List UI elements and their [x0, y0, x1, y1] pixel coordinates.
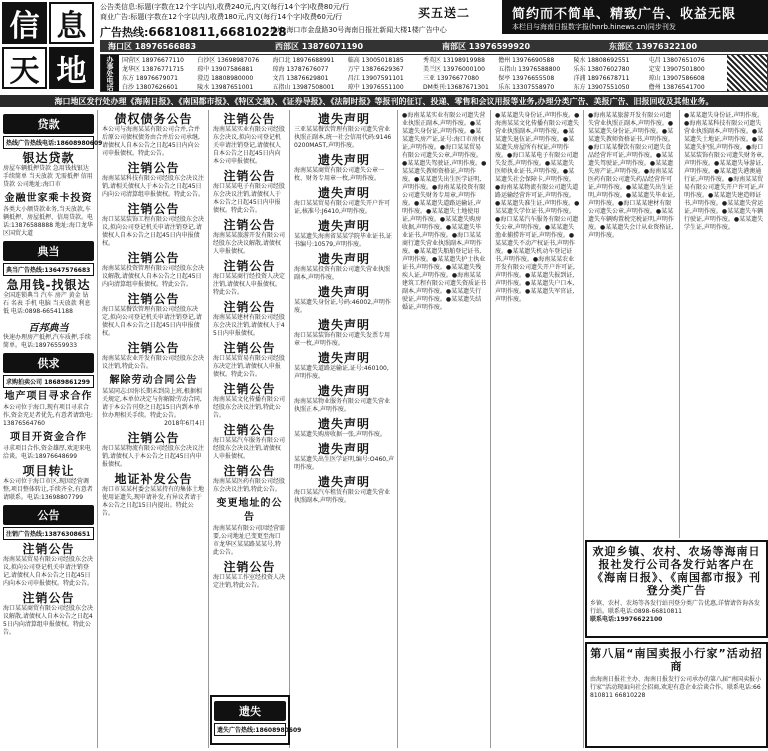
address: 地址:海口市金盘路30号海南日报社新闻大楼1楼广告中心 [270, 26, 447, 34]
notice-title: 注销公告 [22, 591, 75, 605]
directory-label: 办事处电话 [101, 55, 119, 91]
directory-entry: 龙华区 13876771715 [122, 66, 184, 73]
notice-item [213, 259, 286, 297]
ad-branch-text: 乡镇、农村、农场等各发行站刊登分类广告优惠,详情请咨询各发行站。联系电话:0898-66810811 [590, 600, 760, 615]
ad-item [3, 431, 94, 461]
directory-entry: 白沙区 13698987076 [197, 57, 260, 64]
section-loan: 贷款 [3, 114, 94, 134]
notice-text: 海南某某农业开发有限公司经股东会决议注销,特此公告。 [102, 355, 205, 370]
notice-title: 注销公告 [223, 112, 276, 126]
masthead [0, 0, 768, 95]
lost-item [294, 252, 394, 282]
ad-title: 地产项目寻求合作 [4, 391, 93, 402]
lost-item [294, 384, 394, 414]
directory-entry: 临高 13005018185 [347, 57, 404, 64]
directory-entry: 文昌 13876629801 [272, 75, 329, 82]
directory-entry: 澄迈 18808980000 [197, 75, 254, 82]
pawn-hotline: 典当广告热线:13647576683 [3, 263, 94, 276]
notice-item [102, 292, 205, 338]
lost-item [294, 442, 394, 472]
ad-event-text: 由海南日报社主办、海南日报发行公司承办的第八届“南国卖报小行家”活动现面向社会招商,欢迎有意企业洽谈合作。联系电话:66810811 66810228 [590, 676, 762, 699]
notice-item [3, 542, 94, 588]
notice-item [3, 591, 94, 637]
notice-item [213, 341, 286, 379]
notice-title: 解除劳动合同公告 [109, 375, 198, 386]
notice-title: 注销公告 [223, 218, 276, 232]
notice-text: 海南某某投资管理有限公司经股东会决议解散,请债权人自本公告之日起45日内向清算组申报债权。特此公告。 [102, 265, 205, 288]
column-classified [0, 110, 103, 748]
notice-title: 注销公告 [127, 251, 180, 265]
notice-item [213, 560, 286, 590]
directory-entry: 儋州 13876541700 [648, 84, 705, 91]
notice-item [213, 112, 286, 166]
column-notices-b [210, 110, 290, 748]
notice-text: 海口某某餐饮管理有限公司经股东决定,拟向公司登记机关申请注销登记,请债权人自本公告之日起45日内申报债权。 [102, 306, 202, 337]
notice-title: 注销公告 [127, 292, 180, 306]
directory-entry: 琼山 13907586608 [648, 75, 705, 82]
lost-item [294, 475, 394, 505]
notice-title: 注销公告 [223, 300, 276, 314]
lost-item [294, 417, 394, 439]
directory-entry: 陵水 13987651001 [197, 84, 254, 91]
directory-entry: 五指山 13976588800 [498, 66, 561, 73]
lost-title: 遗失声明 [317, 219, 370, 233]
price-line-1: 公告类信息:标题(字数在12个字以内),收费240元,内文(每行14个字)收费80元/行 [100, 3, 350, 11]
lost-text: 某某遗失购房收据一张,声明作废。 [294, 431, 386, 438]
notice-text: 海口某某商行经投资人决定注销,请债权人申报债权。特此公告。 [213, 273, 286, 296]
directory-grid [119, 55, 727, 91]
masthead-logo [2, 2, 96, 90]
lost-item [294, 285, 394, 315]
notice-text: 海口某某商贸有限公司经股东会决议解散,请债权人自本公告之日起45日内向清算组申报债权。特此公告。 [3, 605, 94, 636]
notice-item [213, 423, 286, 461]
notice-item [213, 382, 286, 420]
loan-hotline: 热线广告热线电话:18608980609 [3, 136, 94, 149]
directory-entry: 乐东 13307558970 [498, 84, 555, 91]
notice-item [102, 112, 205, 158]
notice-text: 海口某某贸易有限公司经股东决定注销,请债权人申报债权。特此公告。 [213, 355, 286, 378]
lost-list: ●某某遗失身份证,声明作废。●海南某某文化传播有限公司遗失营业执照副本,声明作废。●某某遗失退伍证,声明作废。●某某遗失房屋所有权证,声明作废。●海口某某电子有限公司遗失发票,声明作废。●某某遗失医师执业证书,声明作废。●某某遗失社会保障卡,声明作废。●海南某某物流有限公司遗失道路运输经营许可证,声明作废。●某某遗失准生证,声明作废。●某某遗失学位证书,声明作废。●海口某某汽车服务有限公司遗失公章,声明作废。●某某遗失渔业捕捞许可证,声明作废。●某某遗失不动产权证书,声明作废。●某某遗失机动车登记证书,声明作废。●海南某某农业开发有限公司遗失开户许可证,声明作废。●某某遗失报到证,声明作废。●某某遗失户口本,声明作废。●某某遗失军官证,声明作废。 [495, 112, 580, 303]
lost-text: 海口某某汽车租赁有限公司遗失营业执照副本,声明作废。 [294, 489, 391, 504]
directory-entry: 琼海 13787676077 [272, 66, 329, 73]
ad-text: 本公司位于海口市区,现因经营调整,项目整体转让,手续齐全,有意者请联系。电话:13698807799 [3, 478, 93, 501]
lost-title: 遗失声明 [317, 252, 370, 266]
notice-text: 海口市某某村委会某某持有的集体土地使用证遗失,现申请补发,有异议者请于本公告之日起15日内提出。特此公告。 [102, 486, 205, 517]
directory-entry: 国营区 18976677110 [122, 57, 184, 64]
office-directory [100, 54, 768, 92]
region-phone-strip [100, 40, 768, 52]
lost-text: 某某遗失出生医学证明,编号:O460,声明作废。 [294, 456, 395, 471]
notice-text: 海南某某实业有限公司经股东会决议,拟向公司登记机关申请注销登记,请债权人自本公告之日起45日内向本公司申报债权。 [213, 126, 286, 165]
notice-hotline: 注销广告热线:13876308651 [3, 527, 94, 540]
region-phone: 西部区 13876071190 [275, 41, 364, 51]
notice-item [102, 202, 205, 248]
notice-text: 海南某某贸易有限公司经股东会决议,拟向公司登记机关申请注销登记,请债权人自本公告之日起45日内向本公司申报债权。特此公告。 [3, 556, 94, 587]
directory-entry: DM类刊:13687671301 [423, 84, 489, 91]
notice-text: 海口某某物流有限公司经股东会决议注销,请债权人于本公告之日起45日内申报债权。 [102, 445, 205, 468]
ad-item [3, 151, 94, 189]
directory-entry: 洋浦 18976678711 [573, 75, 630, 82]
slogan-box [502, 0, 768, 34]
hotline-label: 广告热线: [100, 26, 149, 39]
directory-entry: 昌江 13907591101 [347, 75, 404, 82]
logo-char-4: 地 [49, 47, 94, 89]
region-phone: 东部区 13976322100 [609, 41, 698, 51]
notice-title: 注销公告 [223, 341, 276, 355]
lost-item [294, 112, 394, 150]
directory-entry: 东方 13907551050 [573, 84, 630, 91]
notice-title: 地证补发公告 [114, 472, 193, 486]
region-phone: 海口区 18976566883 [108, 41, 197, 51]
notice-text: 海口某某装饰工程有限公司经股东会决议,拟向公司登记机关申请注销登记,请债权人自本公告之日起45日内申报债权。 [102, 216, 205, 247]
ad-text: 寻求项目合作,资金雄厚,欢迎来电洽谈。电话:18976648699 [3, 445, 91, 460]
notice-text: 海南某某建材有限公司经股东会决议注销,请债权人于45日内申报债权。 [213, 314, 286, 337]
column-lost-a [291, 110, 398, 748]
lost-title: 遗失声明 [317, 417, 370, 431]
directory-entry: 乐东 13807602780 [573, 66, 630, 73]
directory-entry: 保亭 13976655508 [498, 75, 555, 82]
notice-text: 海口某某电子有限公司经股东会决议注销,请债权人于本公告之日起45日内申报债权。特此公告。 [213, 183, 286, 214]
supply-hotline: 求购拍卖公司 18689861299 [3, 375, 94, 388]
notice-item [213, 300, 286, 338]
slogan: 简约而不简单、精致广告、收益无限 [512, 6, 737, 22]
notice-title: 债权债务公告 [114, 112, 193, 126]
ad-text: 快速办理房产抵押,汽车质押,手续简单。电话:18976559933 [3, 334, 91, 349]
notice-item [102, 161, 205, 199]
column-lost-d [585, 110, 680, 538]
lost-text: 三亚某某餐饮管理有限公司遗失营业执照正副本,统一社会信用代码:91460200MA5T,声明作废。 [294, 126, 392, 149]
ad-text: 本公司位于海口,现有项目寻求合作,资金充足者优先,有意者请致电:13876564760 [3, 404, 93, 427]
ad-title: 急用钱-找银达 [6, 278, 91, 292]
notice-item [102, 251, 205, 289]
directory-entry: 琼中 13907586881 [197, 66, 254, 73]
lost-text: 某某遗失海南省某某学院毕业证书,证书编号:10579,声明作废。 [294, 233, 392, 248]
notice-title: 注销公告 [223, 423, 276, 437]
section-notice: 公告 [3, 505, 94, 525]
section-pawn: 典当 [3, 241, 94, 261]
directory-entry: 秀英区 13198919988 [423, 57, 485, 64]
notice-title: 注销公告 [127, 202, 180, 216]
notice-title: 变更地址的公告 [216, 498, 283, 523]
lost-list: ●海南某某旅游开发有限公司遗失营业执照正副本,声明作废。●某某遗失身份证,声明作废。●某某遗失教师资格证书,声明作废。●海口某某餐饮有限公司遗失食品经营许可证,声明作废。●某某遗失驾驶证,声明作废。●某某遗失房产证,声明作废。●海南某某医药有限公司遗失药品经营许可证,声明作废。●某某遗失出生证明,声明作废。●某某遗失毕业证,声明作废。●海口某某建材有限公司遗失公章,声明作废。●某某遗失车辆购置税完税证明,声明作废。●某某遗失会计从业资格证,声明作废。 [588, 112, 676, 239]
directory-entry: 陵水 18808692551 [573, 57, 630, 64]
lost-list: ●海南某某实业有限公司遗失营业执照正副本,声明作废。●某某遗失身份证,声明作废。●某某遗失房产证,证号:海口市房权证,声明作废。●海口某某贸易有限公司遗失公章,声明作废。●某某遗失驾驶证,声明作废。●某某遗失教师资格证,声明作废。●某某遗失出生医学证明,声明作废。●海南某某投资有限公司遗失财务专用章,声明作废。●某某遗失道路运输证,声明作废。●某某遗失土地使用证,声明作废。●某某遗失购房收据,声明作废。●某某遗失毕业证书,声明作废。●海口某某商行遗失营业执照副本,声明作废。●某某遗失船舶登记证书,声明作废。●某某遗失护士执业证书,声明作废。●某某遗失残疾人证,声明作废。●海南某某建筑工程有限公司遗失资质证书副本,声明作废。●某某遗失行驶证,声明作废。●某某遗失结婚证,声明作废。 [402, 112, 487, 311]
directory-entry: 定安 13907501800 [648, 66, 705, 73]
directory-entry: 白沙 13807626601 [122, 84, 178, 91]
ad-title: 项目转让 [22, 464, 75, 478]
lost-text: 海口某某贸易有限公司遗失开户许可证,核准号:J6410,声明作废。 [294, 200, 391, 215]
lost-title: 遗失声明 [317, 475, 370, 489]
section-lost: 遗失 [214, 701, 286, 721]
notice-text: 某某同志:因你长期未到岗上班,根据相关规定,本单位决定与你解除劳动合同,请于本公告刊登之日起15日内到本单位办理相关手续。特此公告。 [102, 388, 202, 419]
notice-item [102, 431, 205, 469]
ad-item [3, 390, 94, 428]
notice-text: 本公司与海南某某有限公司合并,合并后原公司债权债务由合并后公司承继,请债权人自本公告之日起45日内向公司申报债权。特此公告。 [102, 126, 200, 157]
column-lost-e [681, 110, 768, 538]
lost-text: 海南某某商贸有限公司遗失公章一枚、财务专用章一枚,声明作废。 [294, 167, 385, 182]
notice-title: 注销公告 [127, 431, 180, 445]
ad-title: 银达贷款 [22, 151, 75, 165]
section-supply: 供求 [3, 353, 94, 373]
column-lost-c [492, 110, 584, 748]
ad-text: 全国连锁典当 汽车 房产 黄金 钻石 名表 手机 电脑 当天放款 利息低 电话:0898-66541188 [3, 292, 91, 315]
notice-item [102, 374, 205, 428]
lost-title: 遗失声明 [317, 351, 370, 365]
directory-entry: 琼中 13976551100 [347, 84, 404, 91]
notice-text: 海口某某工作室经投资人决定注销,特此公告。 [213, 574, 286, 589]
lost-item [294, 186, 394, 216]
ad-hotline [100, 24, 287, 40]
lost-list: ●某某遗失身份证,声明作废。●海南某某科技有限公司遗失营业执照副本,声明作废。●某某遗失土地证,声明作废。●某某遗失护照,声明作废。●海口某某装饰有限公司遗失财务章,声明作废。●某某遗失导游证,声明作废。●某某遗失港澳通行证,声明作废。●海南某某贸易有限公司遗失开户许可证,声明作废。●某某遗失建造师证书,声明作废。●某某遗失营运证,声明作废。●某某遗失车辆行驶证,声明作废。●某某遗失学生证,声明作废。 [684, 112, 764, 231]
lost-hotline: 遗失广告热线:18608980609 [214, 723, 286, 736]
directory-entry: 五指山 13987508001 [272, 84, 335, 91]
ad-branch-tel: 联系电话:19976622100 [590, 616, 663, 623]
ad-title: 百邦典当 [28, 323, 69, 334]
lost-item [294, 219, 394, 249]
logo-char-3: 天 [2, 47, 47, 89]
notice-item [102, 472, 205, 518]
notice-title: 注销公告 [223, 464, 276, 478]
ad-event-title: 第八届“南国卖报小行家”活动招商 [590, 647, 763, 673]
notice-item [213, 497, 286, 557]
lost-title: 遗失声明 [317, 318, 370, 332]
ad-title: 金融世家乘卡投资 [4, 193, 93, 204]
ad-branch-offices [585, 540, 768, 638]
lost-section-box [210, 695, 302, 745]
notice-title: 注销公告 [22, 542, 75, 556]
notice-text: 海口某某汽车服务有限公司经股东会决议注销,请债权人申报债权。 [213, 437, 286, 460]
buy-offer: 买五送二 [418, 6, 471, 20]
lost-title: 遗失声明 [317, 112, 370, 126]
distribution-banner: 海口地区发行处办理《海南日报》、《南国都市报》、《特区文摘》、《证券导报》、《法制时报》等报刊的征订、投递、零售和会议用报等业务,办理分类广告、美报广告、旧报回收及其他业务。 [0, 95, 768, 107]
notice-title: 注销公告 [223, 382, 276, 396]
lost-text: 某某遗失身份证,号码:46002,声明作废。 [294, 299, 391, 314]
ad-title: 项目开资金合作 [10, 432, 87, 443]
slogan-sub: 本栏目与海南日报数字报(hnrb.hinews.cn)同步刊发 [512, 22, 676, 31]
logo-char-1: 信 [2, 2, 47, 44]
notice-item [102, 341, 205, 371]
notice-text: 海南某某医药有限公司经股东会决议注销,特此公告。 [213, 478, 286, 493]
lost-item [294, 351, 394, 381]
notice-date: 2018年6月4日 [164, 420, 205, 427]
directory-entry: 东方 18976679071 [122, 75, 178, 82]
ad-paper-seller-event [585, 642, 768, 748]
directory-entry: 三亚 13976677080 [423, 75, 479, 82]
lost-item [294, 153, 394, 183]
ad-item [3, 192, 94, 238]
logo-char-2: 息 [49, 2, 94, 44]
ad-branch-title: 欢迎乡镇、农村、农场等海南日报社发行公司各发行站客户在《海南日报》、《南国都市报》刊登分类广告 [592, 545, 761, 597]
price-line-2: 商业广告:标题(字数在12个字以内),收费180元,内文(每行14个字)收费60元/行 [100, 13, 343, 21]
lost-item [294, 318, 394, 348]
lost-title: 遗失声明 [317, 153, 370, 167]
notice-text: 海南某某旅游开发有限公司经股东会决议解散,请债权人申报债权。 [213, 232, 286, 255]
notice-title: 注销公告 [127, 341, 180, 355]
notice-title: 注销公告 [223, 169, 276, 183]
column-lost-b [399, 110, 491, 748]
column-notices-a [99, 110, 209, 748]
notice-title: 注销公告 [127, 161, 180, 175]
notice-title: 注销公告 [223, 259, 276, 273]
region-phone: 南部区 13976599920 [442, 41, 531, 51]
directory-entry: 儋州 13976690588 [498, 57, 555, 64]
notice-text: 海南某某文化传播有限公司经股东会决议注销,特此公告。 [213, 396, 286, 419]
notice-item [213, 464, 286, 494]
lost-text: 海南某某投资有限公司遗失营业执照副本,声明作废。 [294, 266, 391, 281]
notice-title: 注销公告 [223, 560, 276, 574]
ad-text: 房屋车辆抵押贷款 急用钱找银达 手续简单 当天放款 无需抵押 信用贷款 公司地址:海口市 [3, 165, 93, 188]
directory-entry: 万宁 13876629367 [347, 66, 404, 73]
hotline-numbers: 66810811,66810228 [148, 25, 287, 39]
notice-text: 海南某某科技有限公司经股东会决议注销,请相关债权人于本公告之日起45日内向公司清算组申报债权。特此公告。 [102, 175, 205, 198]
lost-title: 遗失声明 [317, 442, 370, 456]
lost-title: 遗失声明 [317, 285, 370, 299]
ad-item [3, 319, 94, 350]
directory-entry: 屯昌 13807651076 [648, 57, 705, 64]
notice-item [213, 169, 286, 215]
qr-code-icon [727, 55, 767, 91]
ad-item [3, 464, 94, 502]
lost-title: 遗失声明 [317, 384, 370, 398]
notice-item [213, 218, 286, 256]
directory-entry: 美兰区 13976000100 [423, 66, 485, 73]
lost-title: 遗失声明 [317, 186, 370, 200]
ad-text: 各类大小额贷款业务,当天放款,车辆抵押、房屋抵押、信用贷款。电话:13876588888 地址:海口龙华区国贸大道 [3, 206, 94, 237]
lost-text: 海南某某物业服务有限公司遗失营业执照正本,声明作废。 [294, 398, 391, 413]
directory-entry: 海口北 18976688991 [272, 57, 335, 64]
lost-text: 某某遗失道路运输证,证号:460100,声明作废。 [294, 365, 389, 380]
lost-text: 海口某某装饰有限公司遗失发票专用章一枚,声明作废。 [294, 332, 391, 347]
notice-text: 海南某某有限公司因经营需要,公司地址已变更至海口市龙华区某某路某某号,特此公告。 [213, 525, 286, 556]
ad-item [3, 278, 94, 316]
